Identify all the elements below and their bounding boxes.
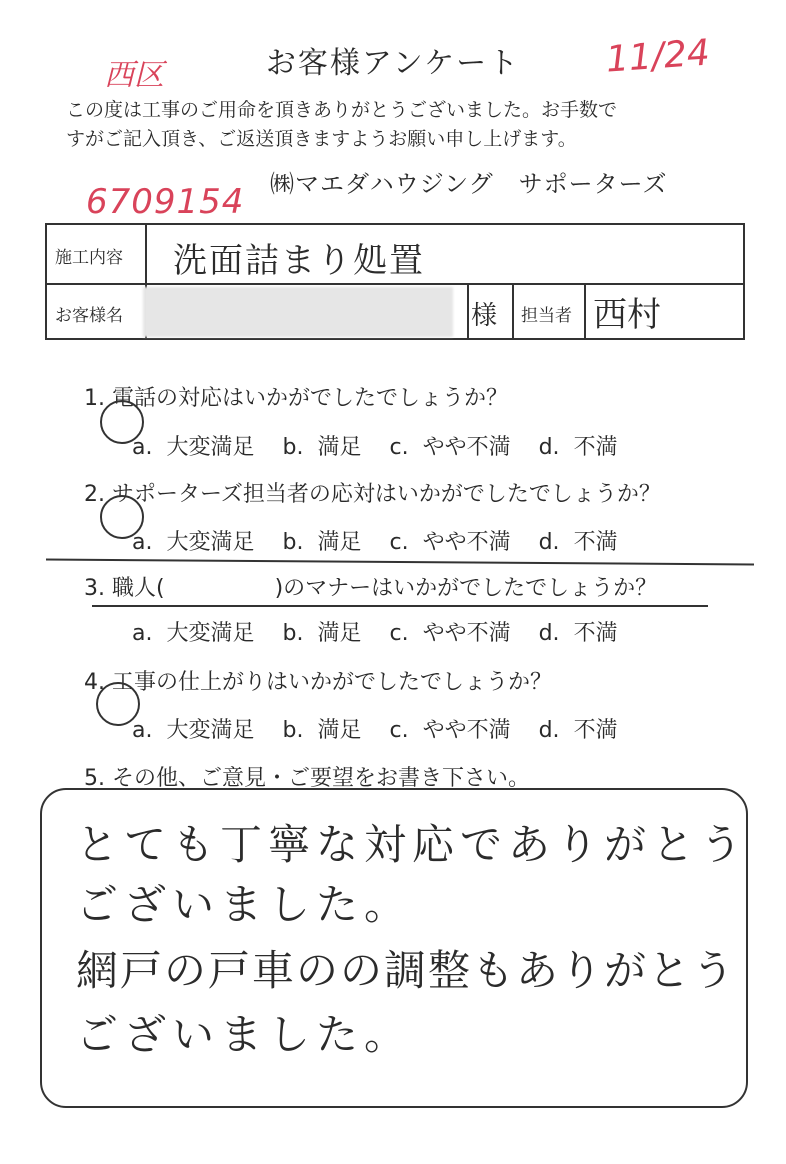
question-number: 4. [84,670,105,695]
comment-line-2: ございました。 [76,880,413,929]
question-number: 5. [84,766,105,791]
question-number: 3. [84,576,105,601]
work-label: 施工内容 [55,248,123,268]
option-a-label: 大変満足 [166,621,255,646]
option-c-label: やや不満 [422,530,511,555]
option-b-label: 満足 [317,530,362,555]
option-a-label: 大変満足 [166,718,255,743]
option-a[interactable]: a. [132,435,153,460]
option-d[interactable]: d. [538,435,560,460]
option-b-label: 満足 [317,718,362,743]
option-c[interactable]: c. [389,435,409,460]
id-number-annotation: 6709154 [86,182,245,222]
customer-name-redacted [143,287,453,337]
option-c-label: やや不満 [422,621,511,646]
option-b[interactable]: b. [282,530,304,555]
question-text: 職人( )のマナーはいかがでしたでしょうか？ [112,576,658,601]
info-table [45,223,745,340]
option-c[interactable]: c. [389,718,409,743]
intro-line-2: すがご記入頂き、ご返送頂きますようお願い申し上げます。 [66,128,577,150]
option-c-label: やや不満 [422,435,511,460]
area-annotation: 西区 [104,58,164,93]
date-annotation: 11/24 [604,32,712,81]
option-a[interactable]: a. [132,530,153,555]
question-5 [70,736,530,792]
option-b: b. [282,621,304,646]
option-a: a. [132,621,153,646]
option-c[interactable]: c. [389,530,409,555]
option-d[interactable]: d. [538,530,560,555]
option-b[interactable]: b. [282,435,304,460]
form-title: お客様アンケート [265,46,521,81]
option-b-label: 満足 [317,621,362,646]
option-d-label: 不満 [573,718,618,743]
selection-circle [96,682,140,726]
customer-label: お客様名 [55,306,123,326]
staff-value: 西村 [593,295,661,335]
question-text: 工事の仕上がりはいかがでしたでしょうか？ [112,670,553,695]
question-text: その他、ご意見・ご要望をお書き下さい。 [112,766,531,791]
table-col-divider [145,225,147,283]
option-a-label: 大変満足 [166,530,255,555]
company-name: ㈱マエダハウジング サポーターズ [270,170,668,198]
question-number: 2. [84,482,105,507]
option-d-label: 不満 [573,435,618,460]
question-text: 電話の対応はいかがでしたでしょうか？ [112,386,509,411]
staff-label: 担当者 [521,306,572,326]
option-c: c. [389,621,409,646]
question-number: 1. [84,386,105,411]
table-col-divider [512,283,514,338]
selection-circle [100,495,144,539]
comment-box[interactable] [40,788,748,1108]
answer-options-3 [118,591,618,647]
selection-circle [100,400,144,444]
option-b[interactable]: b. [282,718,304,743]
intro-line-1: この度は工事のご用命を頂きありがとうございました。お手数で [66,99,618,121]
option-a-label: 大変満足 [166,435,255,460]
comment-line-4: ございました。 [76,1010,413,1059]
option-d-label: 不満 [573,530,618,555]
question-text: サポーターズ担当者の応対はいかがでしたでしょうか？ [112,482,661,507]
option-d[interactable]: d. [538,718,560,743]
option-d-label: 不満 [573,621,618,646]
question-1 [70,356,508,412]
table-divider [47,283,743,285]
work-value: 洗面詰まり処置 [173,241,425,281]
option-a[interactable]: a. [132,718,153,743]
strike-through-line [92,605,708,607]
table-col-divider [584,283,586,338]
option-c-label: やや不満 [422,718,511,743]
comment-line-3: 網戸の戸車のの調整もありがとう [76,946,737,995]
option-b-label: 満足 [317,435,362,460]
table-col-divider [467,283,469,338]
honorific-label: 様 [471,301,498,331]
option-d: d. [538,621,560,646]
comment-line-1: とても丁寧な対応でありがとう [76,820,749,869]
